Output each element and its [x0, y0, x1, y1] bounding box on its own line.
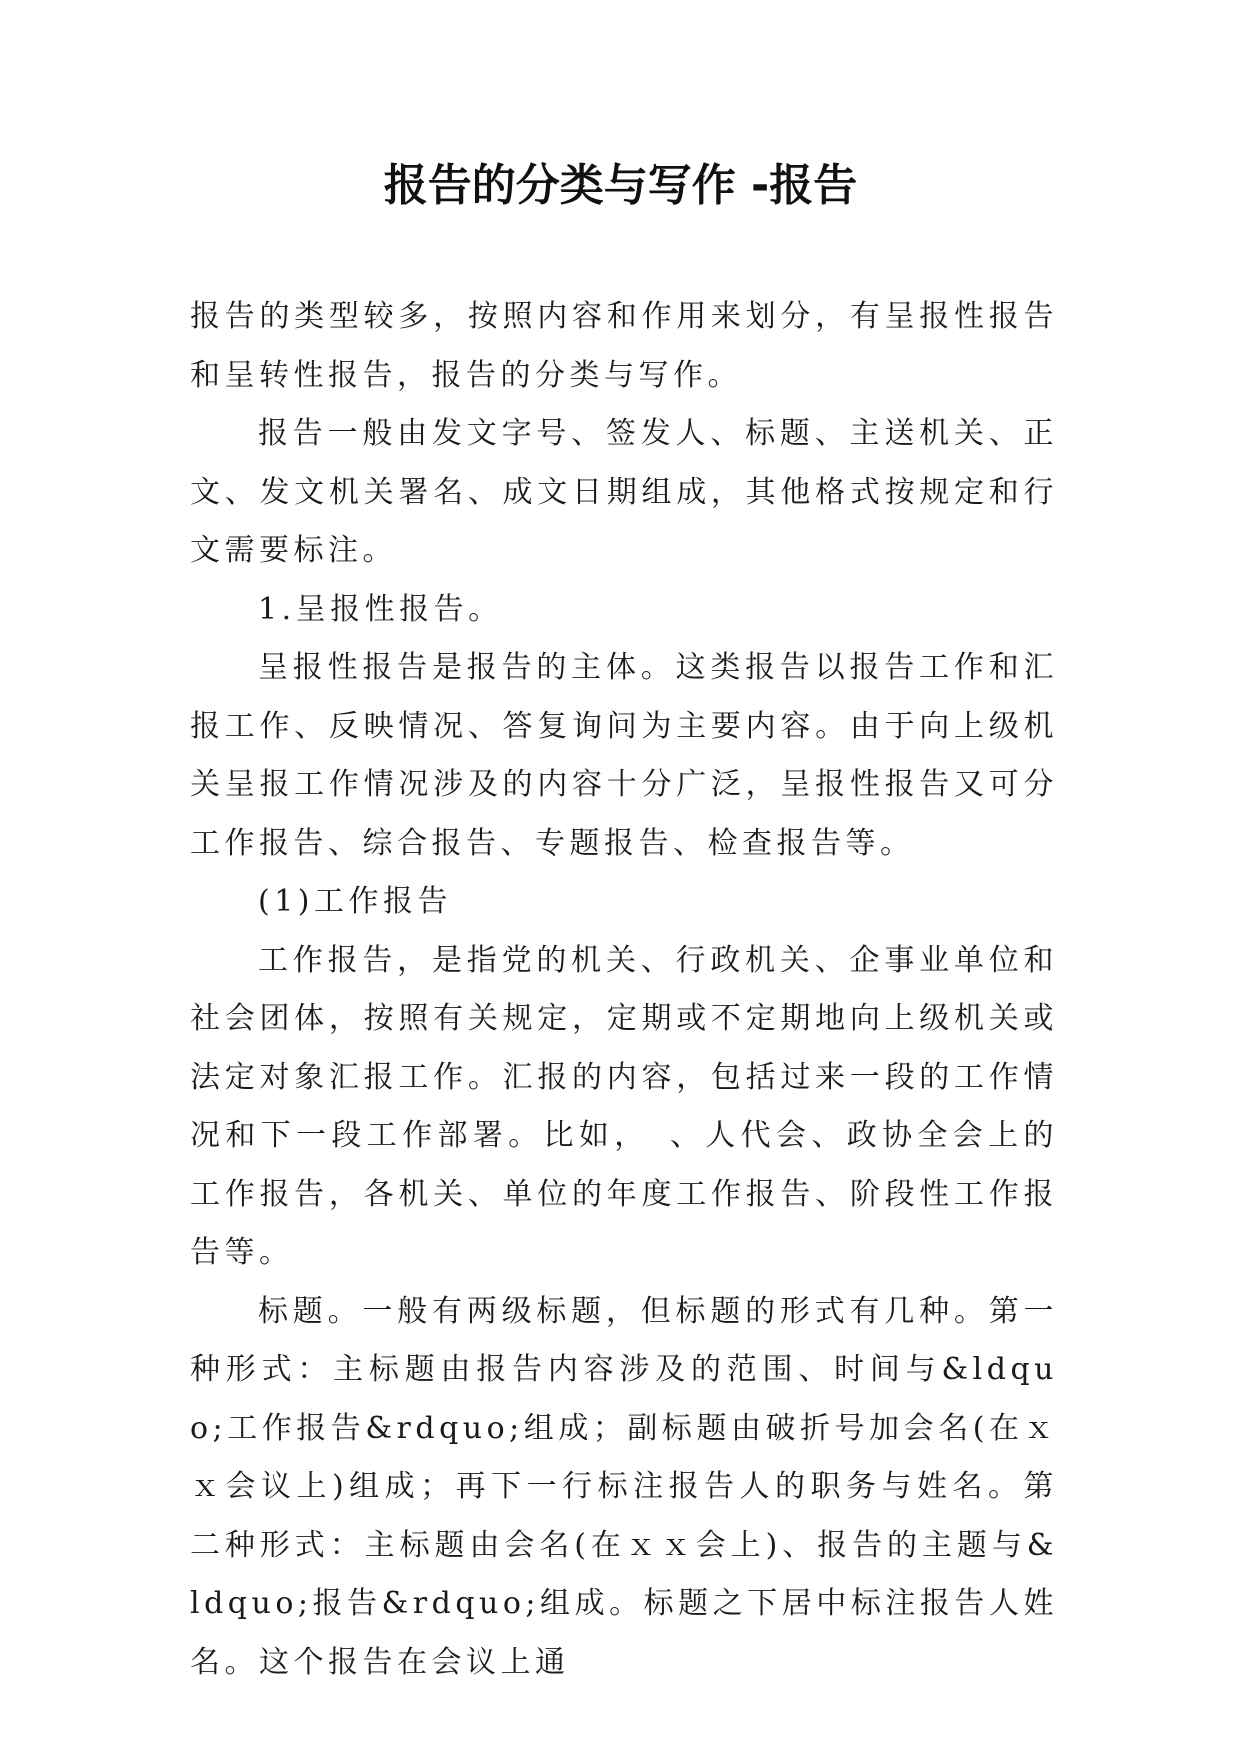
subsection-heading: (1)工作报告 — [258, 884, 452, 919]
paragraph: 标题。一般有两级标题，但标题的形式有几种。第一种形式：主标题由报告内容涉及的范围、时间与&ldquo;工作报告&rdquo;组成；副标题由破折号加会名(在ｘｘ会议上)组成；再下一行标注报告人的职务与姓名。第二种形式：主标题由会名(在ｘｘ会上)、报告的主题与&ldquo;报告&rdquo;组成。标题之下居中标注报告人姓名。这个报告在会议上通 — [190, 1293, 1058, 1680]
paragraph: 工作报告，是指党的机关、行政机关、企事业单位和社会团体，按照有关规定，定期或不定期地向上级机关或法定对象汇报工作。汇报的内容，包括过来一段的工作情况和下一段工作部署。比如， 、人代会、政协全会上的工作报告，各机关、单位的年度工作报告、阶段性工作报告等。 — [190, 942, 1058, 1270]
paragraph: 呈报性报告是报告的主体。这类报告以报告工作和汇报工作、反映情况、答复询问为主要内容。由于向上级机关呈报工作情况涉及的内容十分广泛，呈报性报告又可分工作报告、综合报告、专题报告、检查报告等。 — [190, 650, 1058, 861]
paragraph: 报告一般由发文字号、签发人、标题、主送机关、正文、发文机关署名、成文日期组成，其他格式按规定和行文需要标注。 — [190, 416, 1058, 568]
paragraph: 报告的类型较多，按照内容和作用来划分，有呈报性报告和呈转性报告，报告的分类与写作。 — [190, 299, 1058, 393]
document-title: 报告的分类与写作 -报告 — [383, 160, 858, 211]
section-heading: 1.呈报性报告。 — [258, 591, 503, 627]
document-body — [190, 288, 1058, 1692]
